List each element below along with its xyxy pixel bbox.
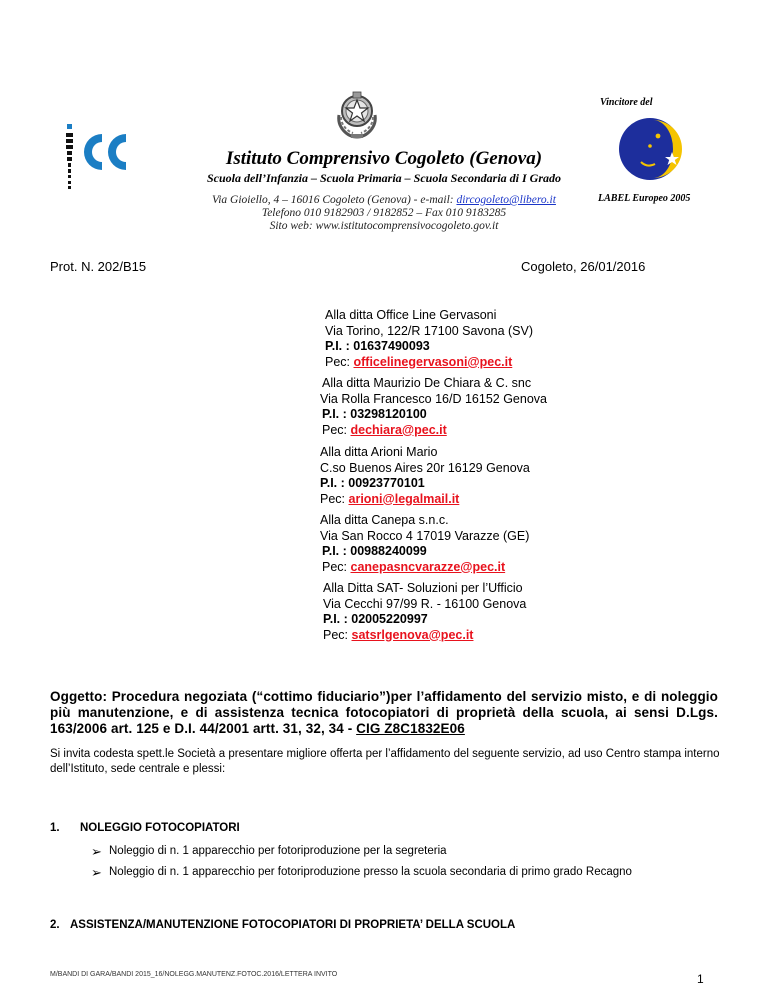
list-item-text: Noleggio di n. 1 apparecchio per fotoriproduzione presso la scuola secondaria di primo grado Recagno bbox=[109, 866, 632, 878]
school-subtitle: Scuola dell’Infanzia – Scuola Primaria – Scuola Secondaria di I Grado bbox=[206, 171, 562, 185]
pec-label: Pec: bbox=[322, 559, 351, 574]
address-text: Via Gioiello, 4 – 16016 Cogoleto (Genova) - e-mail: bbox=[212, 194, 457, 206]
page-number: 1 bbox=[697, 972, 704, 986]
recipient-vat: P.I. : 00923770101 bbox=[320, 476, 425, 490]
pec-link[interactable]: dechiara@pec.it bbox=[350, 422, 447, 437]
recipient-pec-line bbox=[320, 423, 547, 439]
recipient-address: Via Cecchi 97/99 R. - 16100 Genova bbox=[323, 596, 527, 611]
pec-label: Pec: bbox=[323, 627, 352, 642]
list-item-text: Noleggio di n. 1 apparecchio per fotoriproduzione per la segreteria bbox=[109, 845, 447, 857]
recipient-block bbox=[320, 445, 530, 507]
footer-path: M/BANDI DI GARA/BANDI 2015_16/NOLEGG.MANUTENZ.FOTOC.2016/LETTERA INVITO bbox=[50, 971, 338, 978]
recipient-name: Alla ditta Maurizio De Chiara & C. snc bbox=[322, 376, 532, 390]
subject-text: Oggetto: Procedura negoziata (“cottimo fiduciario”)per l’affidamento del servizio misto, e di noleggio più manutenzione, e di assistenza tecnica fotocopiatori di proprietà della scuola, ai sensi D.Lgs. 163/2006 art. 125 e D.I. 44/2001 artt. 31, 32, 34 - bbox=[50, 689, 718, 736]
recipient-block bbox=[320, 376, 547, 438]
recipient-pec-line bbox=[320, 560, 529, 576]
pec-link[interactable]: arioni@legalmail.it bbox=[348, 491, 460, 506]
winner-label: Vincitore del bbox=[600, 97, 653, 108]
recipient-name: Alla ditta Arioni Mario bbox=[320, 445, 438, 459]
arrow-bullet-icon: ➢ bbox=[91, 865, 102, 880]
cig-code: CIG Z8C1832E06 bbox=[356, 721, 465, 736]
recipient-vat: P.I. : 01637490093 bbox=[325, 339, 430, 353]
recipient-block bbox=[320, 513, 529, 575]
intro-paragraph: Si invita codesta spett.le Società a presentare migliore offerta per l’affidamento del seguente servizio, ad uso Centro stampa interno dell’Istituto, sede centrale e plessi: bbox=[50, 748, 720, 775]
arrow-bullet-icon: ➢ bbox=[91, 844, 102, 859]
recipient-pec-line bbox=[320, 492, 530, 508]
recipient-pec-line bbox=[320, 628, 526, 644]
place-date: Cogoleto, 26/01/2016 bbox=[521, 259, 646, 274]
protocol-number: Prot. N. 202/B15 bbox=[50, 259, 147, 274]
pec-link[interactable]: canepasncvarazze@pec.it bbox=[350, 559, 506, 574]
section-title: ASSISTENZA/MANUTENZIONE FOTOCOPIATORI DI PROPRIETA’ DELLA SCUOLA bbox=[70, 919, 516, 931]
pec-link[interactable]: satsrlgenova@pec.it bbox=[351, 627, 474, 642]
email-link[interactable]: dircogoleto@libero.it bbox=[456, 194, 556, 206]
recipient-name: Alla ditta Canepa s.n.c. bbox=[320, 513, 449, 527]
recipient-pec-line bbox=[325, 355, 533, 371]
recipient-block bbox=[325, 308, 533, 370]
recipient-address: Via San Rocco 4 17019 Varazze (GE) bbox=[320, 528, 530, 543]
section-number: 2. bbox=[50, 919, 60, 931]
recipient-block bbox=[320, 581, 526, 643]
recipient-name: Alla Ditta SAT- Soluzioni per l’Ufficio bbox=[323, 581, 523, 595]
phone-line: Telefono 010 9182903 / 9182852 – Fax 010 9183285 bbox=[261, 207, 507, 219]
section-title: NOLEGGIO FOTOCOPIATORI bbox=[80, 822, 240, 834]
recipient-vat: P.I. : 00988240099 bbox=[322, 544, 427, 558]
website-line: Sito web: www.istitutocomprensivocogoleto.gov.it bbox=[269, 220, 499, 232]
label-award: LABEL Europeo 2005 bbox=[598, 193, 691, 204]
recipient-vat: P.I. : 03298120100 bbox=[322, 407, 427, 421]
recipient-address: Via Torino, 122/R 17100 Savona (SV) bbox=[325, 323, 534, 338]
pec-label: Pec: bbox=[322, 422, 351, 437]
recipient-address: C.so Buenos Aires 20r 16129 Genova bbox=[320, 460, 530, 475]
school-name: Istituto Comprensivo Cogoleto (Genova) bbox=[225, 148, 543, 169]
pec-label: Pec: bbox=[320, 491, 349, 506]
recipient-name: Alla ditta Office Line Gervasoni bbox=[325, 308, 497, 322]
pec-link[interactable]: officelinegervasoni@pec.it bbox=[353, 354, 513, 369]
section-number: 1. bbox=[50, 822, 60, 834]
recipient-vat: P.I. : 02005220997 bbox=[323, 612, 428, 626]
italian-emblem-icon bbox=[333, 87, 381, 139]
subject bbox=[50, 689, 718, 737]
pec-label: Pec: bbox=[325, 354, 354, 369]
recipient-address: Via Rolla Francesco 16/D 16152 Genova bbox=[320, 391, 547, 406]
